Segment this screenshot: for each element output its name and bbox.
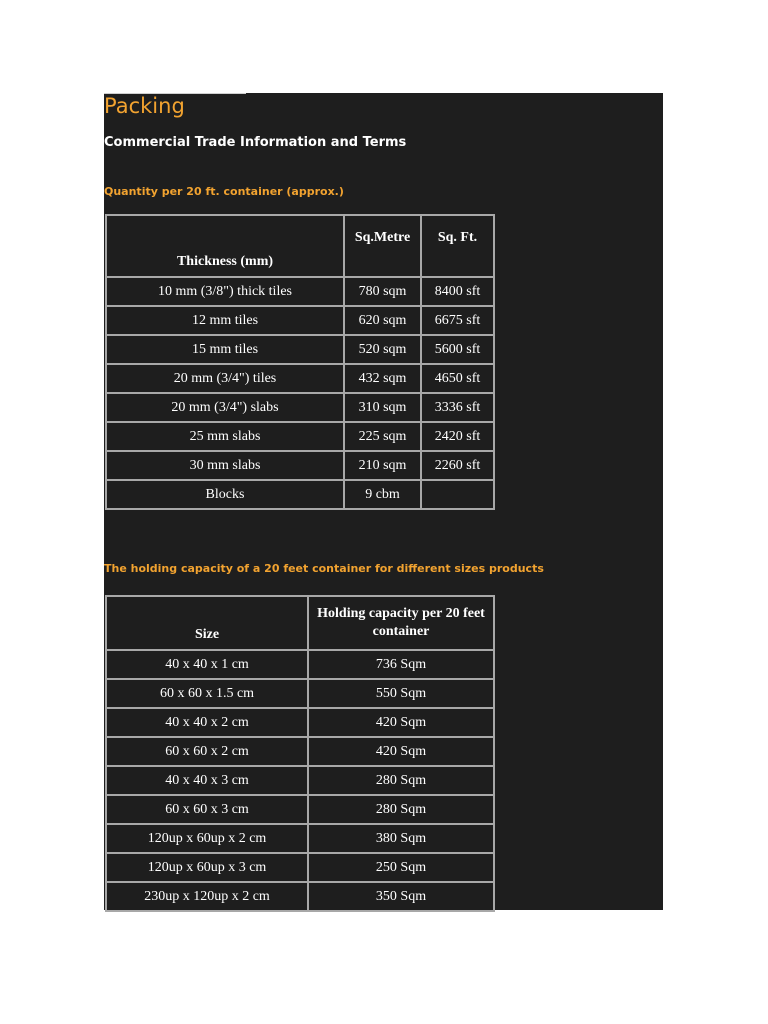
table-cell: 2260 sft (421, 451, 494, 480)
table-cell: 9 cbm (344, 480, 421, 509)
table-cell: 520 sqm (344, 335, 421, 364)
table-cell: 432 sqm (344, 364, 421, 393)
table-cell: 736 Sqm (308, 650, 494, 679)
table-cell: 550 Sqm (308, 679, 494, 708)
table-row (106, 422, 494, 451)
table-cell: 60 x 60 x 1.5 cm (106, 679, 308, 708)
table-cell: 780 sqm (344, 277, 421, 306)
column-header: Holding capacity per 20 feet container (308, 596, 494, 650)
table-row (106, 364, 494, 393)
table-cell: 15 mm tiles (106, 335, 344, 364)
table-row (106, 795, 494, 824)
page-title: Packing (104, 94, 185, 118)
table-row (106, 650, 494, 679)
table-cell: 40 x 40 x 1 cm (106, 650, 308, 679)
table-header-row (106, 596, 494, 650)
table-cell: 40 x 40 x 2 cm (106, 708, 308, 737)
table-row (106, 766, 494, 795)
table-cell: 230up x 120up x 2 cm (106, 882, 308, 911)
table-cell: 5600 sft (421, 335, 494, 364)
table-row (106, 882, 494, 911)
table-cell: 40 x 40 x 3 cm (106, 766, 308, 795)
table-cell: 420 Sqm (308, 708, 494, 737)
table-cell: 30 mm slabs (106, 451, 344, 480)
table-cell: 20 mm (3/4") tiles (106, 364, 344, 393)
table-cell (421, 480, 494, 509)
table-cell: 280 Sqm (308, 766, 494, 795)
table-cell: 210 sqm (344, 451, 421, 480)
table-row (106, 306, 494, 335)
column-header: Thickness (mm) (106, 215, 344, 277)
table-row (106, 824, 494, 853)
table-row (106, 853, 494, 882)
quantity-table (105, 214, 495, 510)
table-cell: 60 x 60 x 3 cm (106, 795, 308, 824)
table-cell: 225 sqm (344, 422, 421, 451)
table-row (106, 480, 494, 509)
table-cell: 620 sqm (344, 306, 421, 335)
packing-panel (104, 93, 663, 910)
table-row (106, 708, 494, 737)
table-cell: 12 mm tiles (106, 306, 344, 335)
table-cell: 25 mm slabs (106, 422, 344, 451)
table-cell: 3336 sft (421, 393, 494, 422)
table-cell: 120up x 60up x 3 cm (106, 853, 308, 882)
table-cell: 250 Sqm (308, 853, 494, 882)
capacity-table (105, 595, 495, 912)
table-header-row (106, 215, 494, 277)
table-row (106, 451, 494, 480)
capacity-heading: The holding capacity of a 20 feet container for different sizes products (104, 562, 544, 575)
column-header: Size (106, 596, 308, 650)
table-row (106, 393, 494, 422)
column-header: Sq. Ft. (421, 215, 494, 277)
column-header: Sq.Metre (344, 215, 421, 277)
table-cell: 310 sqm (344, 393, 421, 422)
table-row (106, 277, 494, 306)
table-cell: 20 mm (3/4") slabs (106, 393, 344, 422)
table-row (106, 335, 494, 364)
table-cell: Blocks (106, 480, 344, 509)
table-cell: 6675 sft (421, 306, 494, 335)
table-cell: 2420 sft (421, 422, 494, 451)
page-subtitle: Commercial Trade Information and Terms (104, 135, 407, 150)
table-cell: 350 Sqm (308, 882, 494, 911)
table-cell: 380 Sqm (308, 824, 494, 853)
table-cell: 280 Sqm (308, 795, 494, 824)
table-cell: 60 x 60 x 2 cm (106, 737, 308, 766)
table-cell: 10 mm (3/8") thick tiles (106, 277, 344, 306)
table-cell: 420 Sqm (308, 737, 494, 766)
table-cell: 120up x 60up x 2 cm (106, 824, 308, 853)
table-cell: 8400 sft (421, 277, 494, 306)
table-row (106, 679, 494, 708)
table-cell: 4650 sft (421, 364, 494, 393)
table-row (106, 737, 494, 766)
quantity-heading: Quantity per 20 ft. container (approx.) (104, 185, 344, 198)
